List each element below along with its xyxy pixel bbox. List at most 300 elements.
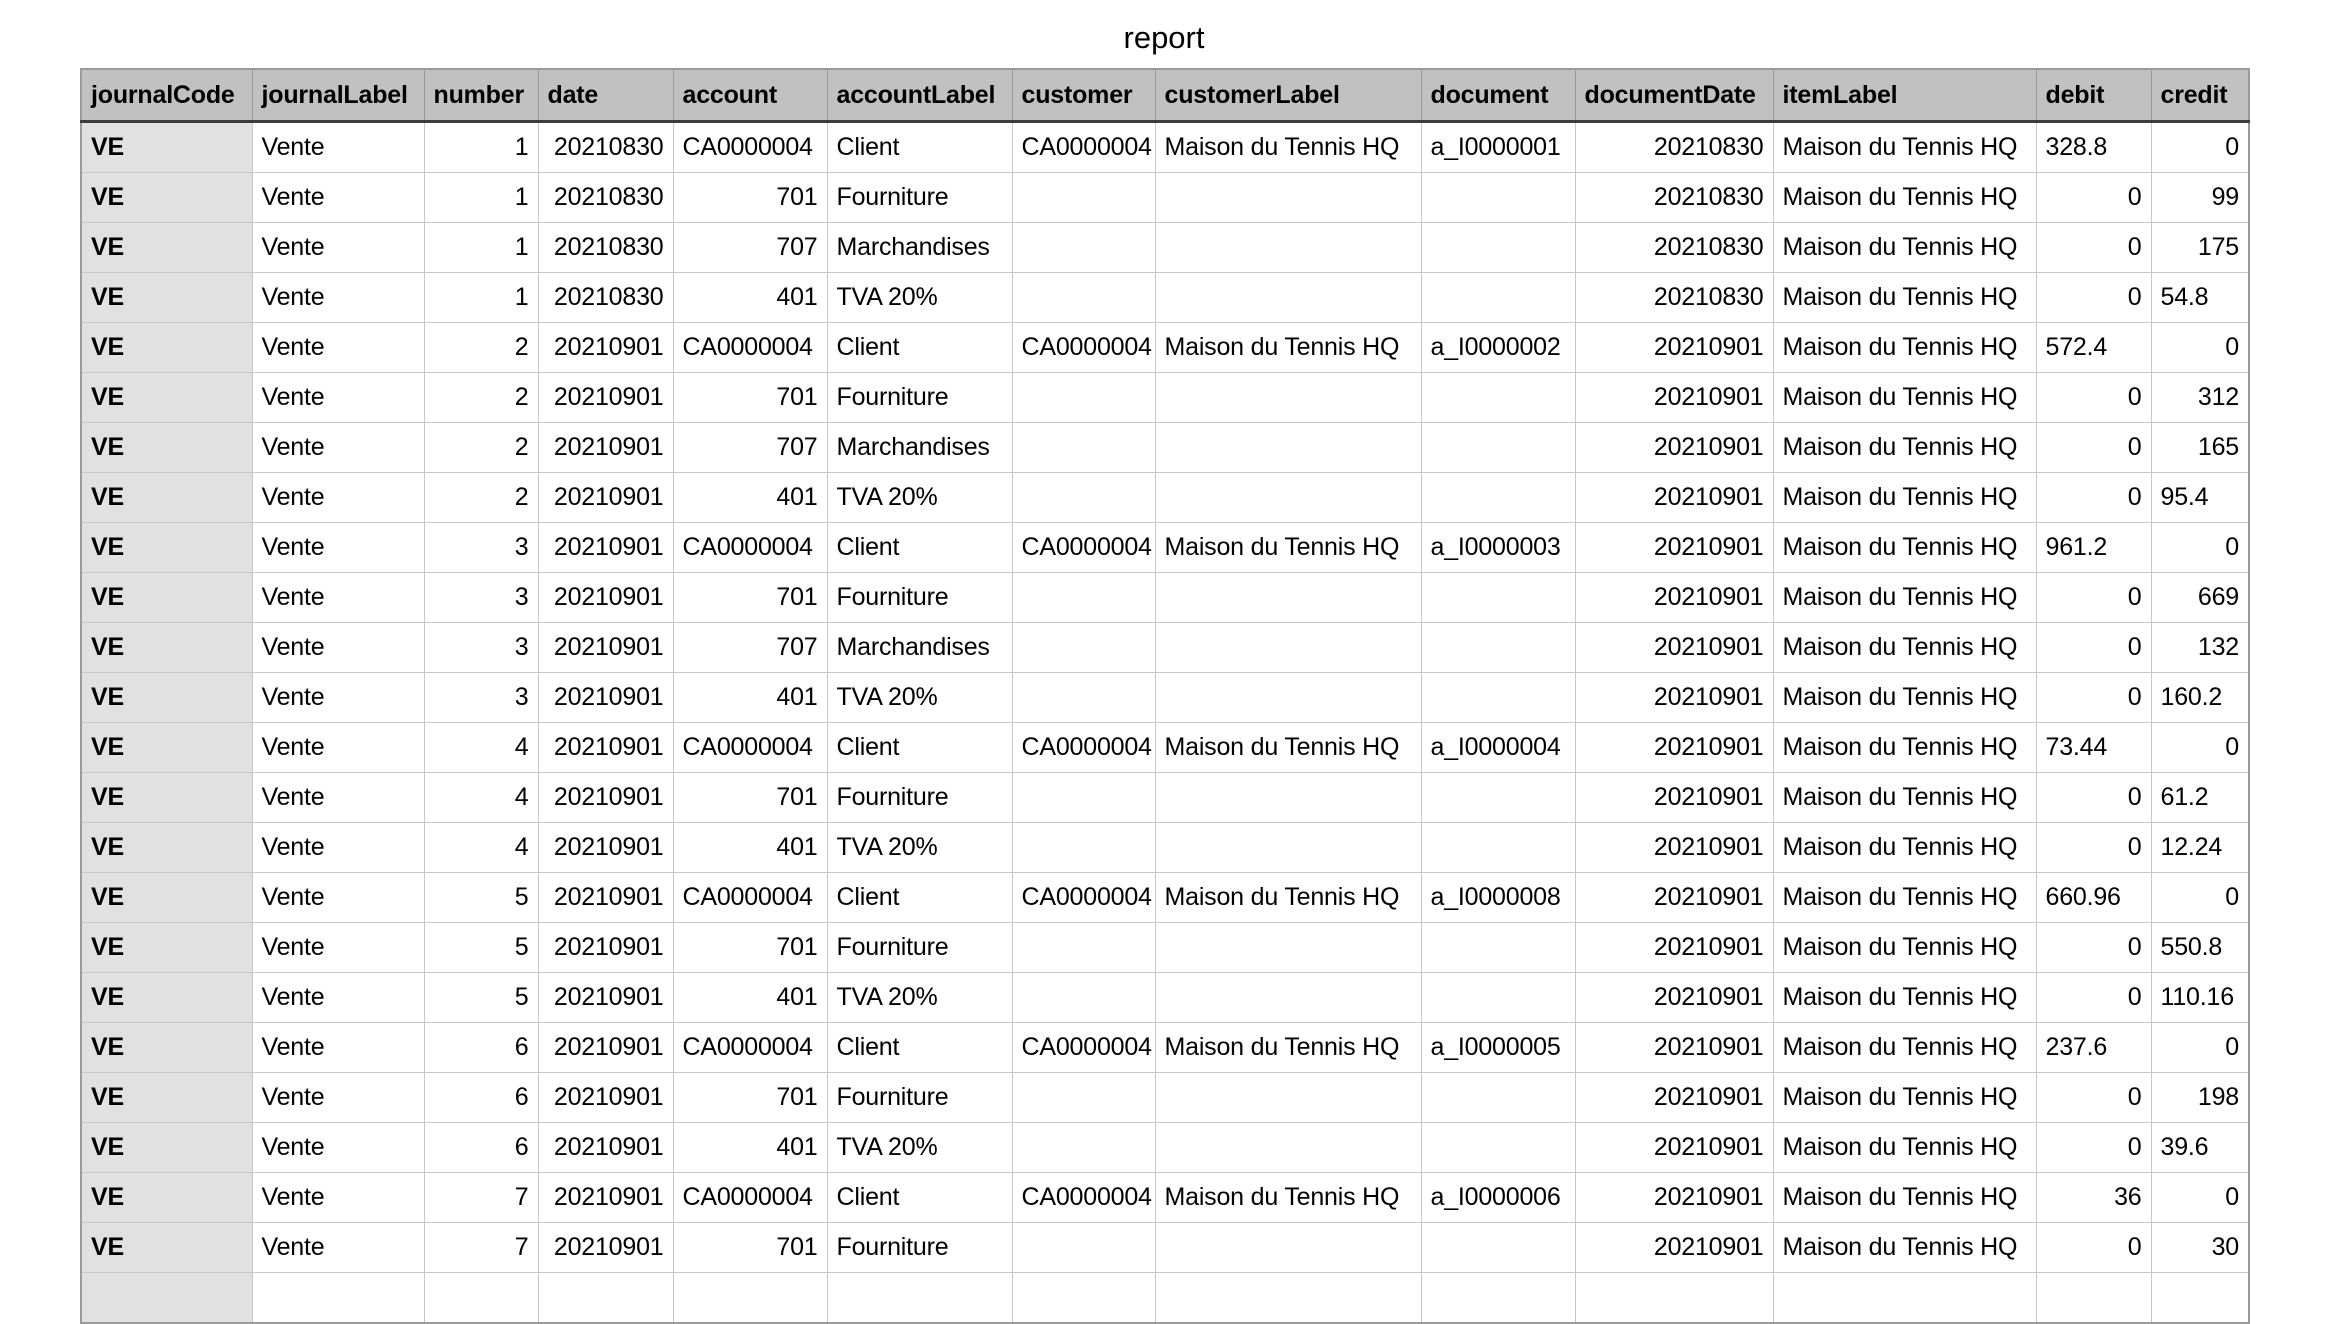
table-cell: VE — [81, 523, 252, 573]
table-row — [81, 473, 2249, 523]
table-cell: VE — [81, 173, 252, 223]
table-cell: 572.4 — [2036, 323, 2151, 373]
table-cell: 20210901 — [538, 973, 673, 1023]
table-cell — [1155, 1073, 1421, 1123]
table-cell: 701 — [673, 923, 827, 973]
table-cell: 0 — [2036, 173, 2151, 223]
table-cell: 701 — [673, 1223, 827, 1273]
table-cell: 7 — [424, 1173, 538, 1223]
table-cell: 312 — [2151, 373, 2249, 423]
table-cell: 0 — [2036, 1123, 2151, 1173]
table-cell: Maison du Tennis HQ — [1155, 1173, 1421, 1223]
table-cell: 99 — [2151, 173, 2249, 223]
table-cell: Vente — [252, 723, 424, 773]
table-cell: 401 — [673, 273, 827, 323]
table-cell: 5 — [424, 923, 538, 973]
table-cell: Vente — [252, 673, 424, 723]
table-row — [81, 673, 2249, 723]
table-cell: 401 — [673, 1123, 827, 1173]
table-cell: VE — [81, 873, 252, 923]
table-cell: 20210901 — [538, 673, 673, 723]
table-cell: 20210901 — [538, 573, 673, 623]
table-cell — [1155, 623, 1421, 673]
table-cell: 401 — [673, 823, 827, 873]
table-cell: 20210901 — [1575, 1223, 1773, 1273]
page-title: report — [1123, 20, 1205, 55]
table-cell: Vente — [252, 823, 424, 873]
table-cell: 132 — [2151, 623, 2249, 673]
table-cell: Maison du Tennis HQ — [1773, 773, 2036, 823]
table-cell: Client — [827, 1173, 1012, 1223]
table-row — [81, 823, 2249, 873]
table-cell: 707 — [673, 423, 827, 473]
table-row — [81, 1023, 2249, 1073]
table-cell: TVA 20% — [827, 673, 1012, 723]
table-cell: VE — [81, 773, 252, 823]
table-cell: Maison du Tennis HQ — [1773, 673, 2036, 723]
table-cell: 20210901 — [1575, 823, 1773, 873]
table-cell: 4 — [424, 773, 538, 823]
table-cell: CA0000004 — [673, 723, 827, 773]
table-cell: VE — [81, 423, 252, 473]
column-header-accountLabel: accountLabel — [827, 69, 1012, 122]
table-cell: CA0000004 — [1012, 523, 1155, 573]
table-cell: Vente — [252, 523, 424, 573]
column-header-customerLabel: customerLabel — [1155, 69, 1421, 122]
table-cell — [1421, 923, 1575, 973]
table-cell: 550.8 — [2151, 923, 2249, 973]
table-cell: 20210830 — [1575, 122, 1773, 173]
header-row — [81, 69, 2249, 122]
table-cell: Maison du Tennis HQ — [1773, 273, 2036, 323]
table-cell: 20210901 — [538, 1023, 673, 1073]
table-cell: a_I0000005 — [1421, 1023, 1575, 1073]
table-cell: 160.2 — [2151, 673, 2249, 723]
table-cell: VE — [81, 373, 252, 423]
table-cell: VE — [81, 723, 252, 773]
table-cell: a_I0000008 — [1421, 873, 1575, 923]
table-cell — [1155, 223, 1421, 273]
table-cell: CA0000004 — [1012, 873, 1155, 923]
table-cell: 20210901 — [1575, 373, 1773, 423]
table-cell: a_I0000004 — [1421, 723, 1575, 773]
table-cell: Maison du Tennis HQ — [1773, 473, 2036, 523]
table-cell: CA0000004 — [1012, 1023, 1155, 1073]
table-cell: Fourniture — [827, 1223, 1012, 1273]
table-cell: Maison du Tennis HQ — [1155, 523, 1421, 573]
table-cell: 2 — [424, 423, 538, 473]
table-cell: Maison du Tennis HQ — [1773, 173, 2036, 223]
table-cell: VE — [81, 1023, 252, 1073]
table-cell — [1012, 973, 1155, 1023]
table-row — [81, 1123, 2249, 1173]
table-cell: Maison du Tennis HQ — [1155, 873, 1421, 923]
table-cell — [424, 1273, 538, 1324]
table-cell: a_I0000003 — [1421, 523, 1575, 573]
table-cell: Vente — [252, 1123, 424, 1173]
table-cell — [1421, 1223, 1575, 1273]
table-cell: 20210901 — [538, 323, 673, 373]
table-cell: 0 — [2151, 323, 2249, 373]
column-header-debit: debit — [2036, 69, 2151, 122]
table-cell: 961.2 — [2036, 523, 2151, 573]
table-cell: 0 — [2151, 523, 2249, 573]
table-cell: Vente — [252, 773, 424, 823]
table-cell: 36 — [2036, 1173, 2151, 1223]
table-cell: 20210901 — [1575, 423, 1773, 473]
table-cell: Maison du Tennis HQ — [1773, 723, 2036, 773]
table-cell: 20210901 — [1575, 1173, 1773, 1223]
table-cell: TVA 20% — [827, 823, 1012, 873]
table-cell: 20210901 — [1575, 673, 1773, 723]
table-cell: 20210901 — [1575, 573, 1773, 623]
table-cell — [1421, 773, 1575, 823]
table-cell — [1575, 1273, 1773, 1324]
table-cell: a_I0000002 — [1421, 323, 1575, 373]
table-cell: Vente — [252, 873, 424, 923]
table-cell — [1421, 973, 1575, 1023]
table-cell: 701 — [673, 1073, 827, 1123]
table-cell: 20210901 — [1575, 623, 1773, 673]
table-row — [81, 523, 2249, 573]
table-cell: Fourniture — [827, 1073, 1012, 1123]
table-cell — [1155, 373, 1421, 423]
table-cell: 0 — [2036, 423, 2151, 473]
table-cell: Vente — [252, 973, 424, 1023]
table-cell: Fourniture — [827, 373, 1012, 423]
table-cell: Maison du Tennis HQ — [1773, 923, 2036, 973]
table-cell — [827, 1273, 1012, 1324]
table-cell: Vente — [252, 223, 424, 273]
table-cell: Vente — [252, 1173, 424, 1223]
table-cell: 1 — [424, 173, 538, 223]
table-cell — [1421, 1073, 1575, 1123]
table-cell: Vente — [252, 573, 424, 623]
column-header-documentDate: documentDate — [1575, 69, 1773, 122]
table-cell: 2 — [424, 373, 538, 423]
table-cell: 0 — [2036, 673, 2151, 723]
table-cell: 110.16 — [2151, 973, 2249, 1023]
table-cell: 7 — [424, 1223, 538, 1273]
table-cell: 3 — [424, 673, 538, 723]
table-cell: 0 — [2036, 623, 2151, 673]
table-cell: CA0000004 — [673, 873, 827, 923]
column-header-journalCode: journalCode — [81, 69, 252, 122]
table-cell — [1421, 823, 1575, 873]
table-cell: Vente — [252, 323, 424, 373]
table-cell: 20210901 — [1575, 1123, 1773, 1173]
table-cell: Maison du Tennis HQ — [1773, 973, 2036, 1023]
table-cell — [1421, 623, 1575, 673]
table-row — [81, 1073, 2249, 1123]
table-cell: Marchandises — [827, 423, 1012, 473]
table-cell — [1421, 1273, 1575, 1324]
table-cell — [1012, 573, 1155, 623]
column-header-account: account — [673, 69, 827, 122]
table-cell — [1155, 473, 1421, 523]
table-cell: VE — [81, 473, 252, 523]
table-cell: Vente — [252, 473, 424, 523]
table-cell — [1421, 273, 1575, 323]
table-cell: Client — [827, 323, 1012, 373]
table-cell: 20210830 — [538, 173, 673, 223]
table-cell: 328.8 — [2036, 122, 2151, 173]
table-cell: 20210901 — [538, 473, 673, 523]
table-cell: 1 — [424, 273, 538, 323]
table-cell: Fourniture — [827, 773, 1012, 823]
table-cell — [1012, 1123, 1155, 1173]
table-cell: 12.24 — [2151, 823, 2249, 873]
column-header-itemLabel: itemLabel — [1773, 69, 2036, 122]
table-cell: TVA 20% — [827, 973, 1012, 1023]
table-cell: 20210901 — [1575, 323, 1773, 373]
table-cell: 401 — [673, 673, 827, 723]
table-cell: Vente — [252, 1023, 424, 1073]
table-cell: 20210901 — [538, 923, 673, 973]
table-cell — [673, 1273, 827, 1324]
table-cell: Marchandises — [827, 623, 1012, 673]
table-row — [81, 573, 2249, 623]
column-header-number: number — [424, 69, 538, 122]
table-cell: 401 — [673, 973, 827, 1023]
table-cell — [1155, 273, 1421, 323]
table-cell — [1155, 673, 1421, 723]
table-cell: 20210901 — [1575, 523, 1773, 573]
table-cell: 20210901 — [538, 423, 673, 473]
table-cell — [1155, 923, 1421, 973]
table-cell: TVA 20% — [827, 473, 1012, 523]
table-cell — [1155, 1223, 1421, 1273]
table-cell — [1012, 273, 1155, 323]
table-cell: Vente — [252, 173, 424, 223]
table-cell: 0 — [2036, 823, 2151, 873]
table-cell: Maison du Tennis HQ — [1155, 723, 1421, 773]
table-cell — [81, 1273, 252, 1324]
table-cell: Maison du Tennis HQ — [1773, 523, 2036, 573]
table-cell: 165 — [2151, 423, 2249, 473]
table-cell — [1155, 823, 1421, 873]
table-cell: Marchandises — [827, 223, 1012, 273]
table-cell — [252, 1273, 424, 1324]
table-cell: Client — [827, 523, 1012, 573]
table-cell: 20210901 — [538, 523, 673, 573]
table-row — [81, 773, 2249, 823]
column-header-customer: customer — [1012, 69, 1155, 122]
table-cell: 0 — [2036, 573, 2151, 623]
table-cell — [1012, 673, 1155, 723]
table-cell: Vente — [252, 623, 424, 673]
table-cell: CA0000004 — [673, 122, 827, 173]
table-cell: 3 — [424, 623, 538, 673]
table-cell: 175 — [2151, 223, 2249, 273]
table-cell: 20210901 — [538, 723, 673, 773]
table-cell: 660.96 — [2036, 873, 2151, 923]
table-cell: 0 — [2151, 122, 2249, 173]
column-header-date: date — [538, 69, 673, 122]
table-cell — [1012, 923, 1155, 973]
table-cell: 4 — [424, 723, 538, 773]
table-cell: VE — [81, 273, 252, 323]
table-cell — [1155, 1123, 1421, 1173]
table-cell — [1012, 623, 1155, 673]
table-cell: 0 — [2036, 473, 2151, 523]
table-cell: 20210830 — [1575, 223, 1773, 273]
table-cell: 61.2 — [2151, 773, 2249, 823]
table-cell: VE — [81, 122, 252, 173]
table-cell: 4 — [424, 823, 538, 873]
table-cell: VE — [81, 1223, 252, 1273]
table-cell: Fourniture — [827, 573, 1012, 623]
table-cell: Maison du Tennis HQ — [1773, 1123, 2036, 1173]
table-row — [81, 223, 2249, 273]
table-cell: 0 — [2036, 773, 2151, 823]
table-cell: Maison du Tennis HQ — [1773, 873, 2036, 923]
table-cell: 20210901 — [1575, 723, 1773, 773]
table-cell: VE — [81, 1173, 252, 1223]
table-cell: 20210901 — [1575, 1023, 1773, 1073]
table-row — [81, 873, 2249, 923]
table-row — [81, 1173, 2249, 1223]
table-cell: Client — [827, 873, 1012, 923]
table-cell: 20210901 — [538, 773, 673, 823]
table-cell: 20210830 — [1575, 273, 1773, 323]
table-cell: TVA 20% — [827, 1123, 1012, 1173]
table-cell: CA0000004 — [673, 523, 827, 573]
table-cell: 0 — [2036, 273, 2151, 323]
table-cell: 0 — [2151, 1023, 2249, 1073]
table-cell: Maison du Tennis HQ — [1773, 823, 2036, 873]
table-cell: 2 — [424, 323, 538, 373]
table-cell: a_I0000006 — [1421, 1173, 1575, 1223]
table-row — [81, 323, 2249, 373]
table-cell — [1012, 173, 1155, 223]
table-cell: 6 — [424, 1123, 538, 1173]
table-row — [81, 923, 2249, 973]
table-cell: 0 — [2151, 1173, 2249, 1223]
table-cell: 6 — [424, 1073, 538, 1123]
table-cell: 1 — [424, 223, 538, 273]
table-cell: 0 — [2036, 223, 2151, 273]
table-cell: 1 — [424, 122, 538, 173]
table-cell — [1155, 973, 1421, 1023]
table-cell — [1421, 473, 1575, 523]
table-cell: 5 — [424, 873, 538, 923]
table-cell — [1012, 423, 1155, 473]
table-cell — [1773, 1273, 2036, 1324]
table-cell: Maison du Tennis HQ — [1773, 223, 2036, 273]
table-cell: 54.8 — [2151, 273, 2249, 323]
column-header-document: document — [1421, 69, 1575, 122]
table-row — [81, 173, 2249, 223]
table-cell: CA0000004 — [673, 1023, 827, 1073]
table-cell: 20210830 — [538, 273, 673, 323]
table-cell: 30 — [2151, 1223, 2249, 1273]
table-cell — [1012, 473, 1155, 523]
table-cell: 6 — [424, 1023, 538, 1073]
table-cell: 701 — [673, 173, 827, 223]
table-cell: 20210830 — [538, 122, 673, 173]
table-cell: 20210901 — [538, 1073, 673, 1123]
table-cell — [1012, 373, 1155, 423]
column-header-credit: credit — [2151, 69, 2249, 122]
table-cell — [1155, 1273, 1421, 1324]
table-cell — [1012, 1273, 1155, 1324]
table-cell: Maison du Tennis HQ — [1773, 1073, 2036, 1123]
table-cell — [1155, 573, 1421, 623]
table-cell: Maison du Tennis HQ — [1773, 1223, 2036, 1273]
table-row — [81, 1223, 2249, 1273]
table-cell: 20210901 — [1575, 973, 1773, 1023]
table-cell — [1012, 773, 1155, 823]
table-cell — [1012, 223, 1155, 273]
table-row — [81, 723, 2249, 773]
table-cell — [538, 1273, 673, 1324]
table-cell — [1421, 373, 1575, 423]
table-cell: CA0000004 — [673, 1173, 827, 1223]
table-cell: Client — [827, 723, 1012, 773]
table-cell: Maison du Tennis HQ — [1773, 1023, 2036, 1073]
table-cell: 0 — [2036, 973, 2151, 1023]
table-cell: Maison du Tennis HQ — [1773, 423, 2036, 473]
table-cell: 20210901 — [538, 373, 673, 423]
table-cell: Vente — [252, 423, 424, 473]
table-cell: Vente — [252, 373, 424, 423]
table-cell: Fourniture — [827, 923, 1012, 973]
column-header-journalLabel: journalLabel — [252, 69, 424, 122]
table-cell: 669 — [2151, 573, 2249, 623]
table-cell — [2151, 1273, 2249, 1324]
table-cell: VE — [81, 973, 252, 1023]
table-cell — [1421, 223, 1575, 273]
table-cell: Client — [827, 1023, 1012, 1073]
table-cell: 20210901 — [538, 823, 673, 873]
table-cell: 20210830 — [1575, 173, 1773, 223]
table-cell: 701 — [673, 773, 827, 823]
table-cell — [1421, 173, 1575, 223]
table-cell: 0 — [2036, 1223, 2151, 1273]
table-cell: CA0000004 — [1012, 323, 1155, 373]
table-cell: VE — [81, 823, 252, 873]
table-cell: VE — [81, 1073, 252, 1123]
table-cell: VE — [81, 223, 252, 273]
table-cell: 0 — [2036, 1073, 2151, 1123]
table-cell: Maison du Tennis HQ — [1773, 573, 2036, 623]
table-cell: 3 — [424, 573, 538, 623]
table-cell: Vente — [252, 1073, 424, 1123]
table-cell: 20210901 — [538, 1123, 673, 1173]
table-cell: VE — [81, 923, 252, 973]
table-cell: CA0000004 — [673, 323, 827, 373]
table-cell: 20210901 — [1575, 923, 1773, 973]
table-cell: VE — [81, 673, 252, 723]
table-cell: 707 — [673, 223, 827, 273]
table-cell: CA0000004 — [1012, 723, 1155, 773]
table-cell: TVA 20% — [827, 273, 1012, 323]
table-cell: Maison du Tennis HQ — [1773, 373, 2036, 423]
table-cell: Maison du Tennis HQ — [1773, 623, 2036, 673]
table-cell — [1155, 423, 1421, 473]
table-cell — [1155, 173, 1421, 223]
table-cell: Maison du Tennis HQ — [1773, 323, 2036, 373]
table-cell: 95.4 — [2151, 473, 2249, 523]
table-cell: 198 — [2151, 1073, 2249, 1123]
table-cell: CA0000004 — [1012, 122, 1155, 173]
table-cell — [1421, 1123, 1575, 1173]
table-row — [81, 1273, 2249, 1324]
table-cell: 73.44 — [2036, 723, 2151, 773]
table-cell — [1012, 1223, 1155, 1273]
table-row — [81, 423, 2249, 473]
